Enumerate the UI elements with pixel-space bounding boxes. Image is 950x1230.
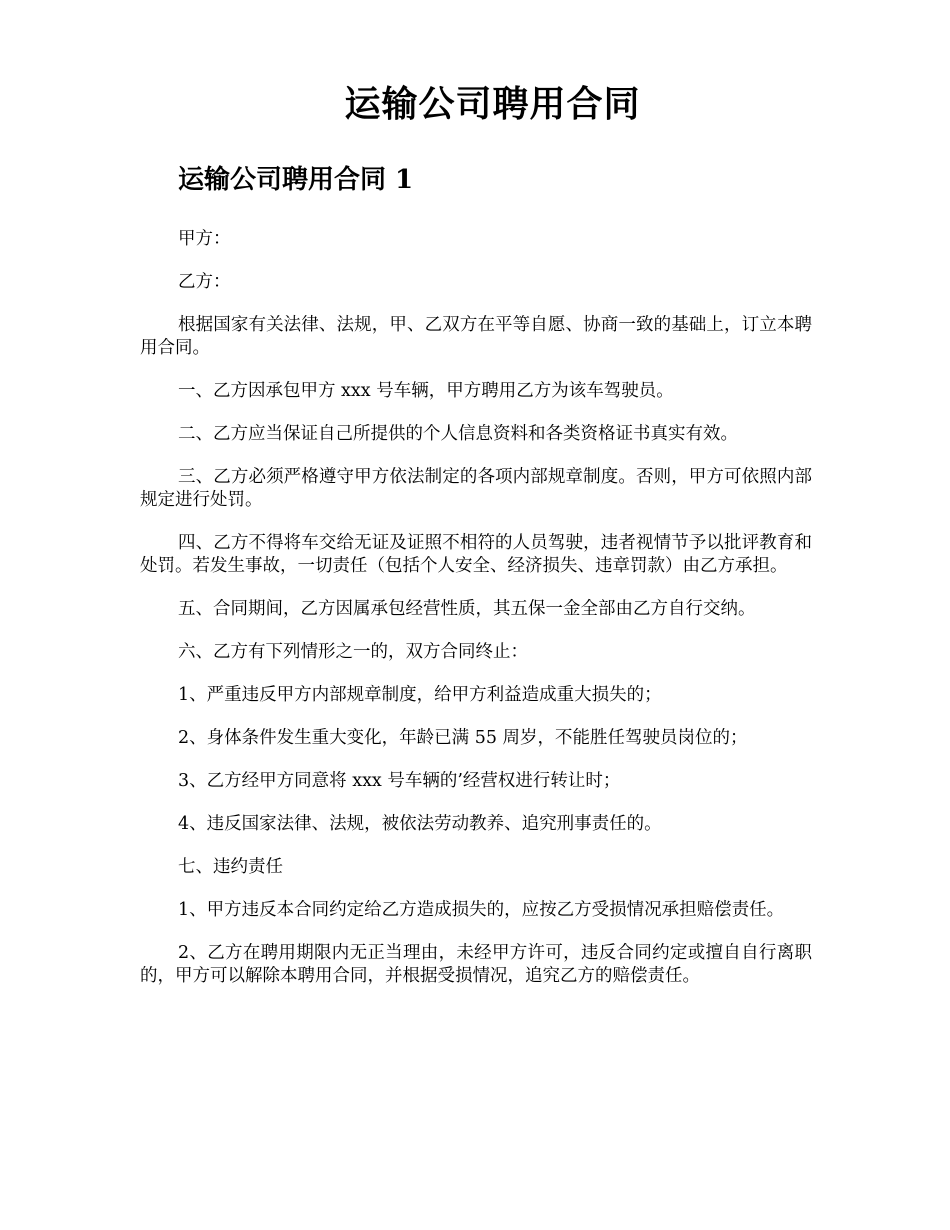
clause-2: 二、乙方应当保证自己所提供的个人信息资料和各类资格证书真实有效。 [178,424,738,444]
section-heading: 运输公司聘用合同 1 [178,165,414,195]
clause-6-item-1: 1、严重违反甲方内部规章制度，给甲方利益造成重大损失的； [178,685,662,705]
party-b-line: 乙方： [178,272,231,292]
clause-6: 六、乙方有下列情形之一的，双方合同终止： [178,642,528,662]
clause-6-item-4: 4、违反国家法律、法规，被依法劳动教养、追究刑事责任的。 [178,814,662,834]
clause-4: 四、乙方不得将车交给无证及证照不相符的人员驾驶，违者视情节予以批评教育和处罚。若发生事故，一切责任（包括个人安全、经济损失、违章罚款）由乙方承担。 [140,533,812,576]
clause-7-item-1: 1、甲方违反本合同约定给乙方造成损失的，应按乙方受损情况承担赔偿责任。 [178,900,785,920]
contract-body [140,228,812,1008]
document-title: 运输公司聘用合同 [344,83,641,125]
clause-1: 一、乙方因承包甲方 xxx 号车辆，甲方聘用乙方为该车驾驶员。 [178,381,674,401]
clause-7: 七、违约责任 [178,857,283,877]
clause-6-item-2: 2、身体条件发生重大变化，年龄已满 55 周岁，不能胜任驾驶员岗位的； [178,728,748,748]
clause-7-item-2: 2、乙方在聘用期限内无正当理由，未经甲方许可，违反合同约定或擅自自行离职的，甲方可以解除本聘用合同，并根据受损情况，追究乙方的赔偿责任。 [140,943,812,986]
preamble-paragraph: 根据国家有关法律、法规，甲、乙双方在平等自愿、协商一致的基础上，订立本聘用合同。 [140,315,812,358]
clause-6-item-3: 3、乙方经甲方同意将 xxx 号车辆的’经营权进行转让时； [178,771,621,791]
clause-3: 三、乙方必须严格遵守甲方依法制定的各项内部规章制度。否则，甲方可依照内部规定进行处罚。 [140,467,812,510]
clause-5: 五、合同期间，乙方因属承包经营性质，其五保一金全部由乙方自行交纳。 [178,599,756,619]
party-a-line: 甲方： [178,229,231,249]
